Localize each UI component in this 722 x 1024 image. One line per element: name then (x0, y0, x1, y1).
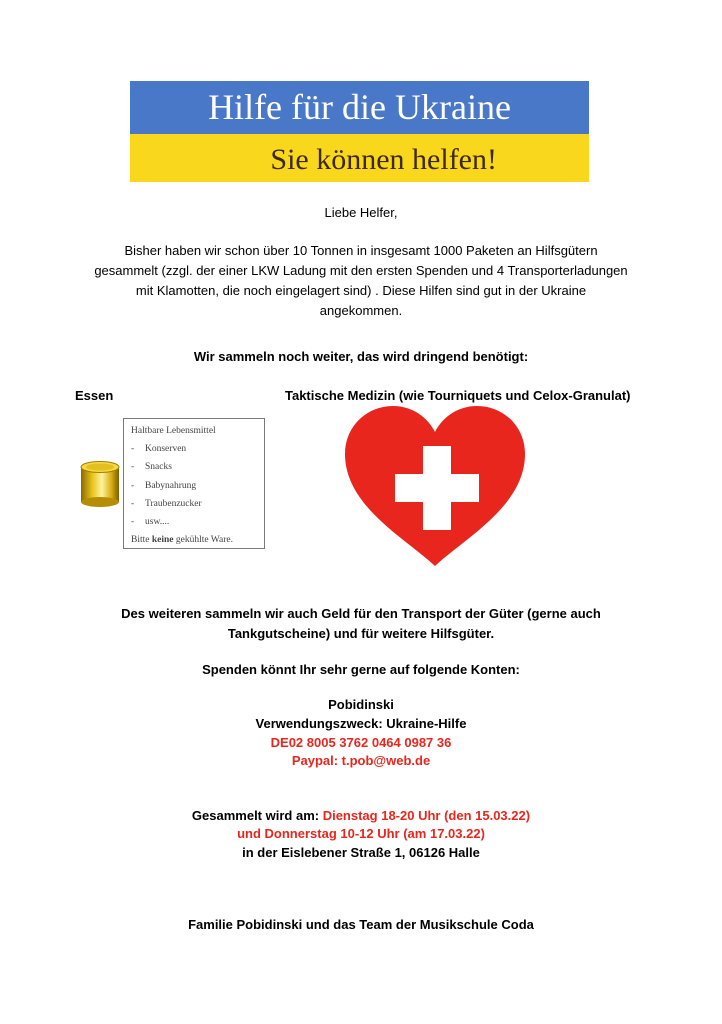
paypal-email-link[interactable]: t.pob@web.de (341, 753, 431, 768)
banner-title: Hilfe für die Ukraine (130, 81, 589, 134)
food-item (131, 458, 257, 476)
account-purpose: Verwendungszweck: Ukraine-Hilfe (255, 716, 467, 731)
food-box-title: Haltbare Lebensmittel (131, 426, 216, 436)
food-item (131, 513, 257, 531)
greeting: Liebe Helfer, (324, 205, 398, 220)
list-dash: - (131, 516, 135, 527)
medicine-label: Taktische Medizin (wie Tourniquets und Celox-Granulat) (285, 388, 631, 403)
food-item-label: Babynahrung (145, 480, 197, 491)
accounts-heading: Spenden könnt Ihr sehr gerne auf folgende Konten: (202, 662, 520, 677)
banner-subtitle: Sie können helfen! (130, 134, 589, 182)
food-item (131, 495, 257, 513)
banner (130, 81, 589, 182)
food-item-label: Traubenzucker (145, 498, 202, 509)
list-dash: - (131, 444, 135, 455)
intro-line: mit Klamotten, die noch eingelagert sind) . Diese Hilfen sind gut in der Ukraine (135, 283, 587, 298)
food-label: Essen (75, 388, 114, 403)
food-item (131, 477, 257, 495)
money-line: Des weiteren sammeln wir auch Geld für den Transport der Güter (gerne auch (121, 606, 601, 621)
collection-line-1 (0, 808, 722, 823)
food-note-pre: Bitte (131, 535, 152, 546)
food-item-label: Snacks (145, 462, 172, 473)
collection-address: in der Eislebener Straße 1, 06126 Halle (242, 845, 480, 860)
list-dash: - (131, 462, 135, 473)
account-iban: DE02 8005 3762 0464 0987 36 (270, 735, 452, 750)
heart-medical-cross-icon (345, 406, 525, 568)
intro-line: Bisher haben wir schon über 10 Tonnen in insgesamt 1000 Paketen an Hilfsgütern (124, 243, 598, 258)
food-item-label: usw.... (145, 516, 170, 527)
food-note (131, 531, 257, 549)
food-item (131, 440, 257, 458)
intro-line: gesammelt (zzgl. der einer LKW Ladung mit den ersten Spenden und 4 Transporterladungen (94, 263, 628, 278)
paypal-label: Paypal: (291, 753, 342, 768)
food-item-label: Konserven (145, 444, 187, 455)
intro-line: angekommen. (319, 303, 403, 318)
food-note-post: gekühlte Ware. (173, 535, 233, 546)
money-line: Tankgutscheine) und für weitere Hilfsgüter. (227, 626, 495, 641)
collection-prefix: Gesammelt wird am: (191, 808, 323, 823)
paypal-line (0, 753, 722, 768)
food-list-box (123, 418, 265, 549)
list-dash: - (131, 498, 135, 509)
food-note-bold: keine (151, 535, 174, 546)
account-name: Pobidinski (328, 697, 394, 712)
list-dash: - (131, 480, 135, 491)
collection-date-2: und Donnerstag 10-12 Uhr (am 17.03.22) (237, 826, 485, 841)
food-can-icon (79, 460, 121, 508)
needs-heading: Wir sammeln noch weiter, das wird dringend benötigt: (193, 349, 529, 364)
intro-paragraph (70, 241, 652, 321)
signature: Familie Pobidinski und das Team der Musikschule Coda (188, 917, 534, 932)
collection-date-1: Dienstag 18-20 Uhr (den 15.03.22) (322, 808, 531, 823)
